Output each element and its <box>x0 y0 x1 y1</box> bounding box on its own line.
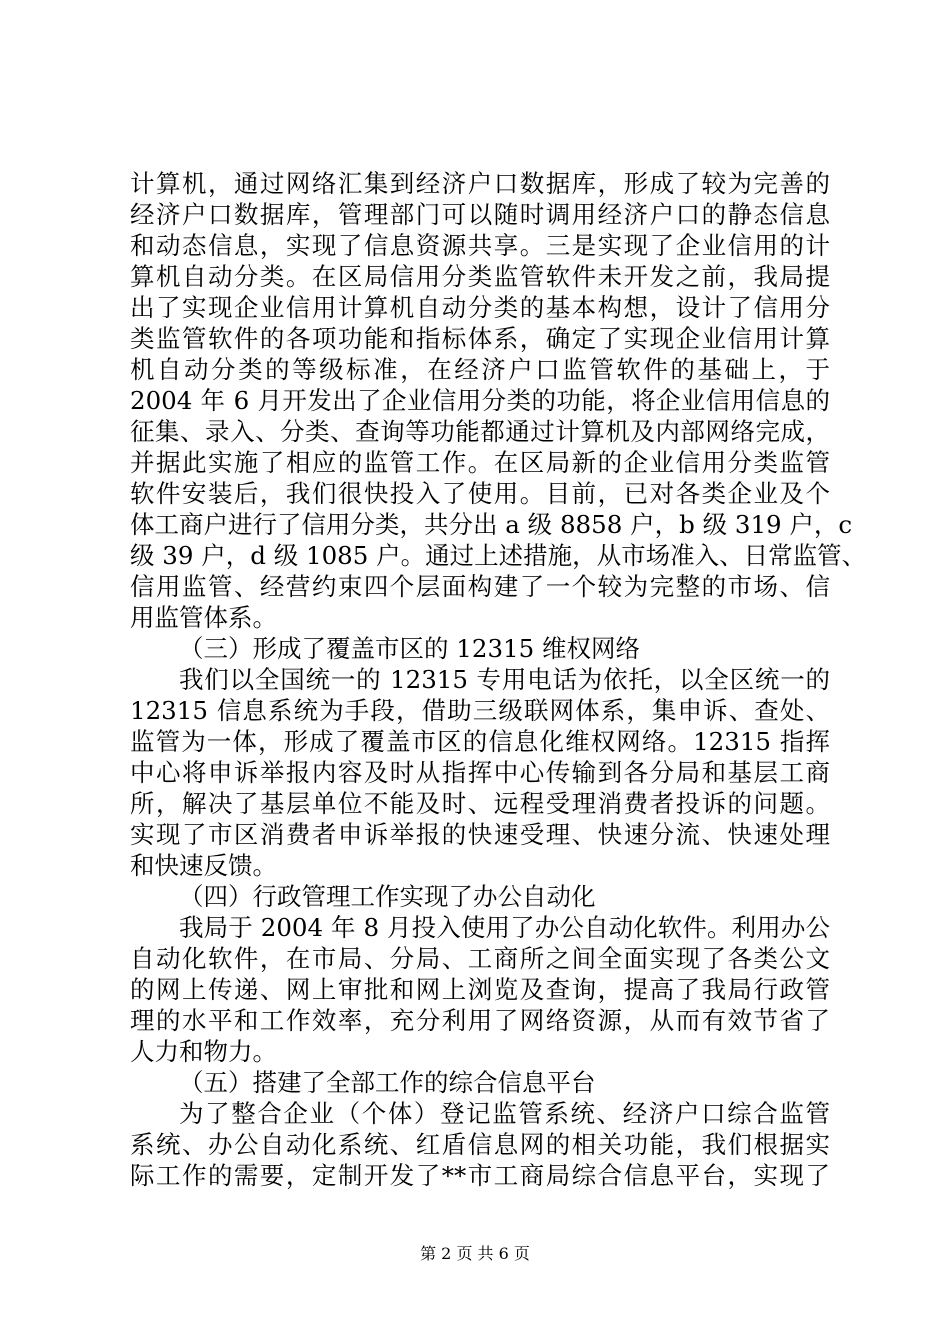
text-line: 和快速反馈。 <box>130 851 277 880</box>
page-footer: 第 2 页 共 6 页 <box>420 1244 530 1263</box>
text-line: 并据此实施了相应的监管工作。在区局新的企业信用分类监管 <box>130 448 830 477</box>
document-body <box>130 168 867 1191</box>
text-line: 征集、录入、分类、查询等功能都通过计算机及内部网络完成， <box>130 417 830 446</box>
text-line: 所，解决了基层单位不能及时、远程受理消费者投诉的问题。 <box>130 789 830 818</box>
text-line: 监管为一体，形成了覆盖市区的信息化维权网络。12315 指挥 <box>130 727 830 756</box>
text-line: 类监管软件的各项功能和指标体系，确定了实现企业信用计算 <box>130 324 830 353</box>
text-line: 机自动分类的等级标准，在经济户口监管软件的基础上，于 <box>130 355 830 384</box>
text-line: 和动态信息，实现了信息资源共享。三是实现了企业信用的计 <box>130 231 830 260</box>
text-line: 系统、办公自动化系统、红盾信息网的相关功能，我们根据实 <box>130 1130 830 1159</box>
text-line: 级 39 户，d 级 1085 户。通过上述措施，从市场准入、日常监管、 <box>130 541 867 570</box>
section-heading: （三）形成了覆盖市区的 12315 维权网络 <box>179 634 641 663</box>
section-heading: （五）搭建了全部工作的综合信息平台 <box>179 1068 596 1097</box>
text-line: 人力和物力。 <box>130 1037 277 1066</box>
text-line: 体工商户进行了信用分类，共分出 a 级 8858 户，b 级 319 户，c <box>130 510 853 539</box>
text-line: 软件安装后，我们很快投入了使用。目前，已对各类企业及个 <box>130 479 830 508</box>
text-line: 为了整合企业（个体）登记监管系统、经济户口综合监管 <box>179 1099 830 1128</box>
text-line: 我们以全国统一的 12315 专用电话为依托，以全区统一的 <box>179 665 830 694</box>
text-line: 信用监管、经营约束四个层面构建了一个较为完整的市场、信 <box>130 572 830 601</box>
text-line: 际工作的需要，定制开发了**市工商局综合信息平台，实现了 <box>130 1161 830 1190</box>
text-line: 实现了市区消费者申诉举报的快速受理、快速分流、快速处理 <box>130 820 830 849</box>
text-line: 经济户口数据库，管理部门可以随时调用经济户口的静态信息 <box>130 200 830 229</box>
text-line: 中心将申诉举报内容及时从指挥中心传输到各分局和基层工商 <box>130 758 830 787</box>
text-line: 理的水平和工作效率，充分利用了网络资源，从而有效节省了 <box>130 1006 830 1035</box>
text-line: 出了实现企业信用计算机自动分类的基本构想，设计了信用分 <box>130 293 830 322</box>
text-line: 我局于 2004 年 8 月投入使用了办公自动化软件。利用办公 <box>179 913 830 942</box>
text-line: 计算机，通过网络汇集到经济户口数据库，形成了较为完善的 <box>130 169 830 198</box>
text-line: 算机自动分类。在区局信用分类监管软件未开发之前，我局提 <box>130 262 830 291</box>
text-line: 自动化软件，在市局、分局、工商所之间全面实现了各类公文 <box>130 944 830 973</box>
text-line: 的网上传递、网上审批和网上浏览及查询，提高了我局行政管 <box>130 975 830 1004</box>
text-line: 12315 信息系统为手段，借助三级联网体系，集申诉、查处、 <box>130 696 830 725</box>
text-line: 2004 年 6 月开发出了企业信用分类的功能，将企业信用信息的 <box>130 386 830 415</box>
section-heading: （四）行政管理工作实现了办公自动化 <box>179 882 596 911</box>
text-line: 用监管体系。 <box>130 603 277 632</box>
